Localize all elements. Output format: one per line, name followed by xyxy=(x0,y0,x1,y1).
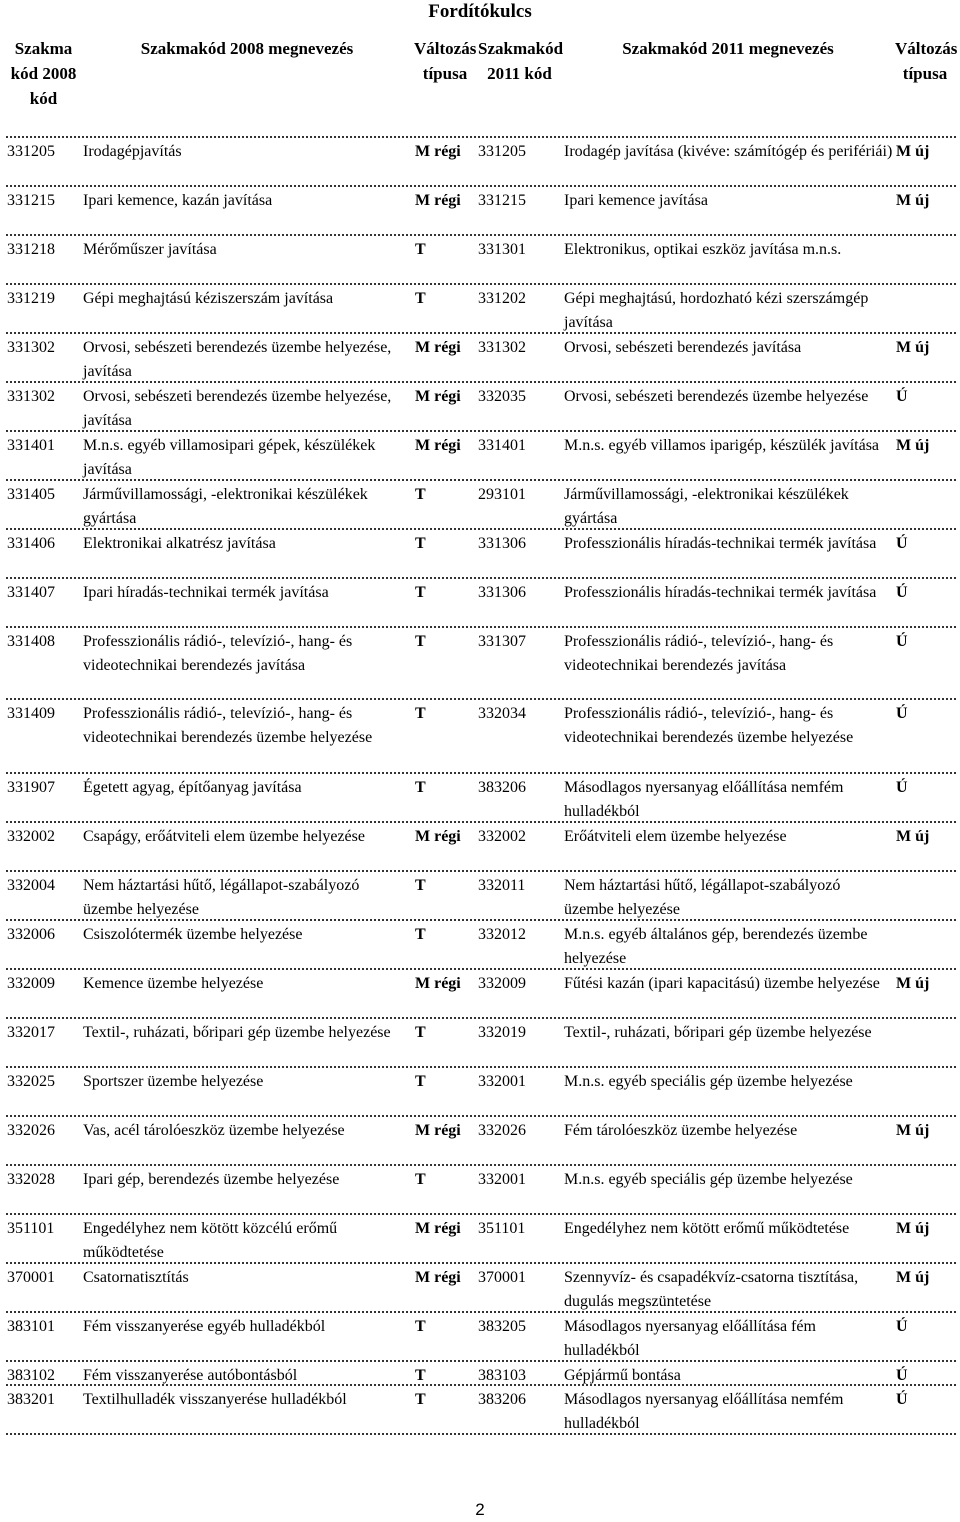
row-code-2011: 383103 xyxy=(478,1367,526,1384)
row-change-2011: Ú xyxy=(896,388,908,405)
row-name-2011: Járművillamossági, -elektronikai készülékek gyártása xyxy=(564,486,849,527)
row-name-2008: Fém visszanyerése egyéb hulladékból xyxy=(83,1318,326,1335)
row-name-2008: M.n.s. egyéb villamosipari gépek, készülékek javítása xyxy=(83,437,376,478)
row-code-2011: 370001 xyxy=(478,1269,526,1286)
row-code-2011: 332002 xyxy=(478,828,526,845)
row-name-2011: Erőátviteli elem üzembe helyezése xyxy=(564,828,787,845)
row-code-2011: 332026 xyxy=(478,1122,526,1139)
col-header-name-2008: Szakmakód 2008 megnevezés xyxy=(140,39,354,58)
row-name-2008: Vas, acél tárolóeszköz üzembe helyezése xyxy=(83,1122,345,1139)
row-code-2008: 331205 xyxy=(7,143,55,160)
row-change-2011: Ú xyxy=(896,535,908,552)
row-name-2008: Textil-, ruházati, bőripari gép üzembe helyezése xyxy=(83,1024,391,1041)
row-name-2011: Másodlagos nyersanyag előállítása nemfém hulladékból xyxy=(564,779,844,820)
row-code-2008: 331218 xyxy=(7,241,55,258)
table-row xyxy=(6,823,956,872)
row-name-2008: Fém visszanyerése autóbontásból xyxy=(83,1367,298,1384)
col-header-name-2011: Szakmakód 2011 megnevezés xyxy=(622,39,834,58)
row-code-2008: 383101 xyxy=(7,1318,55,1335)
table-row xyxy=(6,1068,956,1117)
row-change-2011: M új xyxy=(896,1122,930,1139)
row-name-2011: Másodlagos nyersanyag előállítása fém hulladékból xyxy=(564,1318,816,1359)
row-change-2008: T xyxy=(415,1171,426,1188)
row-code-2011: 383206 xyxy=(478,1391,526,1408)
row-change-2008: T xyxy=(415,1391,426,1408)
row-change-2011 xyxy=(894,236,956,283)
row-name-2008: Elektronikai alkatrész javítása xyxy=(83,535,276,552)
row-name-2008: Csatornatisztítás xyxy=(83,1269,189,1286)
row-name-2011: Irodagép javítása (kivéve: számítógép és perifériái) xyxy=(564,143,893,160)
row-name-2008: Ipari kemence, kazán javítása xyxy=(83,192,273,209)
table-row xyxy=(6,700,956,774)
row-change-2011 xyxy=(894,921,956,971)
row-code-2008: 332028 xyxy=(7,1171,55,1188)
row-change-2011: M új xyxy=(896,339,930,356)
row-name-2011: Engedélyhez nem kötött erőmű működtetése xyxy=(564,1220,850,1237)
row-change-2008: T xyxy=(415,633,426,650)
row-code-2008: 332004 xyxy=(7,877,55,894)
row-name-2008: Járművillamossági, -elektronikai készülékek gyártása xyxy=(83,486,368,527)
row-change-2008: T xyxy=(415,486,426,503)
row-change-2011 xyxy=(894,1068,956,1115)
table-row xyxy=(6,1019,956,1068)
row-code-2011: 332034 xyxy=(478,705,526,722)
row-change-2008: T xyxy=(415,584,426,601)
page-number: 2 xyxy=(475,1500,485,1519)
row-change-2011: M új xyxy=(896,1269,930,1286)
row-name-2008: Orvosi, sebészeti berendezés üzembe helyezése, javítása xyxy=(83,339,392,380)
row-change-2008: M régi xyxy=(415,975,461,992)
table-row xyxy=(6,432,956,481)
row-change-2008: T xyxy=(415,290,426,307)
table-row xyxy=(6,628,956,700)
row-change-2011: Ú xyxy=(896,1367,908,1384)
row-name-2008: Textilhulladék visszanyerése hulladékból xyxy=(83,1391,347,1408)
row-name-2011: M.n.s. egyéb villamos iparigép, készülék javítása xyxy=(564,437,880,454)
row-code-2011: 383206 xyxy=(478,779,526,796)
row-change-2011: Ú xyxy=(896,779,908,796)
table-row xyxy=(6,1313,956,1362)
row-name-2011: M.n.s. egyéb speciális gép üzembe helyezése xyxy=(564,1073,853,1090)
row-change-2008: T xyxy=(415,877,426,894)
row-name-2008: Csapágy, erőátviteli elem üzembe helyezése xyxy=(83,828,365,845)
row-change-2011 xyxy=(894,872,956,922)
row-code-2008: 332017 xyxy=(7,1024,55,1041)
row-code-2008: 332006 xyxy=(7,926,55,943)
col-header-code-2008: Szakma kód 2008 kód xyxy=(10,39,77,108)
row-code-2008: 351101 xyxy=(7,1220,55,1237)
row-code-2011: 332035 xyxy=(478,388,526,405)
row-name-2008: Engedélyhez nem kötött közcélú erőmű működtetése xyxy=(83,1220,338,1261)
row-code-2011: 332001 xyxy=(478,1171,526,1188)
row-code-2008: 331302 xyxy=(7,339,55,356)
row-change-2008: M régi xyxy=(415,143,461,160)
row-change-2011: M új xyxy=(896,143,930,160)
table-row xyxy=(6,334,956,383)
row-change-2011: M új xyxy=(896,975,930,992)
row-code-2008: 331407 xyxy=(7,584,55,601)
row-name-2008: Sportszer üzembe helyezése xyxy=(83,1073,264,1090)
row-code-2011: 293101 xyxy=(478,486,526,503)
row-change-2008: M régi xyxy=(415,1269,461,1286)
table-row xyxy=(6,1117,956,1166)
row-name-2008: Gépi meghajtású kéziszerszám javítása xyxy=(83,290,334,307)
row-code-2011: 331215 xyxy=(478,192,526,209)
row-code-2011: 331302 xyxy=(478,339,526,356)
row-change-2008: T xyxy=(415,1073,426,1090)
row-name-2011: Orvosi, sebészeti berendezés javítása xyxy=(564,339,802,356)
table-row xyxy=(6,1215,956,1264)
row-name-2008: Égetett agyag, építőanyag javítása xyxy=(83,779,302,796)
row-code-2011: 332009 xyxy=(478,975,526,992)
row-change-2008: T xyxy=(415,926,426,943)
col-header-change-2008: Változás típusa xyxy=(414,39,477,83)
col-header-code-2011: Szakmakód 2011 kód xyxy=(478,39,564,83)
row-code-2011: 351101 xyxy=(478,1220,526,1237)
row-name-2011: Gépi meghajtású, hordozható kézi szerszámgép javítása xyxy=(564,290,869,331)
row-code-2008: 332002 xyxy=(7,828,55,845)
row-code-2008: 332025 xyxy=(7,1073,55,1090)
row-code-2011: 331401 xyxy=(478,437,526,454)
row-code-2011: 332001 xyxy=(478,1073,526,1090)
row-code-2008: 370001 xyxy=(7,1269,55,1286)
row-code-2011: 332012 xyxy=(478,926,526,943)
page-title: Fordítókulcs xyxy=(428,1,532,22)
table-row xyxy=(6,481,956,530)
row-change-2008: M régi xyxy=(415,388,461,405)
row-change-2011 xyxy=(894,285,956,335)
table-row xyxy=(6,285,956,334)
row-change-2011: Ú xyxy=(896,705,908,722)
row-code-2008: 331907 xyxy=(7,779,55,796)
table-row xyxy=(6,872,956,921)
row-name-2008: Professzionális rádió-, televízió-, hang- és videotechnikai berendezés javítása xyxy=(83,633,353,674)
table-row xyxy=(6,970,956,1019)
row-name-2008: Mérőműszer javítása xyxy=(83,241,217,258)
row-name-2011: Professzionális rádió-, televízió-, hang- és videotechnikai berendezés üzembe helyezése xyxy=(564,705,854,746)
row-name-2011: Gépjármű bontása xyxy=(564,1367,681,1384)
row-name-2011: Elektronikus, optikai eszköz javítása m.n.s. xyxy=(564,241,842,258)
row-code-2008: 383201 xyxy=(7,1391,55,1408)
row-name-2011: M.n.s. egyéb speciális gép üzembe helyezése xyxy=(564,1171,853,1188)
row-change-2011: M új xyxy=(896,192,930,209)
row-change-2011: Ú xyxy=(896,1318,908,1335)
row-name-2008: Ipari gép, berendezés üzembe helyezése xyxy=(83,1171,340,1188)
row-change-2011: Ú xyxy=(896,633,908,650)
row-change-2008: T xyxy=(415,1367,426,1384)
row-change-2008: M régi xyxy=(415,339,461,356)
col-header-change-2011: Változás típusa xyxy=(895,39,958,83)
row-change-2008: T xyxy=(415,779,426,796)
table-body xyxy=(6,138,956,1435)
table-row xyxy=(6,1264,956,1313)
row-code-2011: 331205 xyxy=(478,143,526,160)
row-name-2008: Ipari híradás-technikai termék javítása xyxy=(83,584,329,601)
row-change-2011: Ú xyxy=(896,1391,908,1408)
table-row xyxy=(6,383,956,432)
row-name-2008: Kemence üzembe helyezése xyxy=(83,975,264,992)
row-name-2008: Nem háztartási hűtő, légállapot-szabályozó üzembe helyezése xyxy=(83,877,360,918)
row-change-2011: M új xyxy=(896,828,930,845)
row-code-2008: 331409 xyxy=(7,705,55,722)
row-name-2008: Orvosi, sebészeti berendezés üzembe helyezése, javítása xyxy=(83,388,392,429)
row-name-2011: Orvosi, sebészeti berendezés üzembe helyezése xyxy=(564,388,869,405)
table-row xyxy=(6,187,956,236)
table-row xyxy=(6,921,956,970)
row-change-2008: T xyxy=(415,705,426,722)
row-code-2008: 331406 xyxy=(7,535,55,552)
conversion-table xyxy=(6,36,956,1435)
row-name-2011: Másodlagos nyersanyag előállítása nemfém hulladékból xyxy=(564,1391,844,1432)
row-change-2011 xyxy=(894,1019,956,1066)
row-name-2011: Professzionális rádió-, televízió-, hang- és videotechnikai berendezés javítása xyxy=(564,633,834,674)
table-row xyxy=(6,1386,956,1435)
row-code-2011: 331307 xyxy=(478,633,526,650)
row-code-2008: 331401 xyxy=(7,437,55,454)
row-name-2011: Nem háztartási hűtő, légállapot-szabályozó üzembe helyezése xyxy=(564,877,841,918)
row-code-2008: 383102 xyxy=(7,1367,55,1384)
row-name-2008: Professzionális rádió-, televízió-, hang- és videotechnikai berendezés üzembe helyezése xyxy=(83,705,373,746)
row-change-2011: M új xyxy=(896,437,930,454)
table-row xyxy=(6,236,956,285)
row-code-2008: 331215 xyxy=(7,192,55,209)
row-name-2011: Szennyvíz- és csapadékvíz-csatorna tisztítása, dugulás megszüntetése xyxy=(564,1269,859,1310)
row-code-2011: 332019 xyxy=(478,1024,526,1041)
row-code-2008: 332009 xyxy=(7,975,55,992)
row-name-2008: Irodagépjavítás xyxy=(83,143,182,160)
row-code-2008: 331405 xyxy=(7,486,55,503)
row-name-2011: Fűtési kazán (ipari kapacitású) üzembe helyezése xyxy=(564,975,880,992)
row-name-2011: Ipari kemence javítása xyxy=(564,192,708,209)
table-row xyxy=(6,774,956,823)
row-change-2011: M új xyxy=(896,1220,930,1237)
row-code-2008: 332026 xyxy=(7,1122,55,1139)
row-code-2011: 332011 xyxy=(478,877,526,894)
row-change-2008: M régi xyxy=(415,1220,461,1237)
row-code-2011: 331301 xyxy=(478,241,526,258)
row-change-2008: M régi xyxy=(415,1122,461,1139)
row-code-2008: 331219 xyxy=(7,290,55,307)
row-change-2008: M régi xyxy=(415,828,461,845)
table-row xyxy=(6,1166,956,1215)
row-code-2008: 331408 xyxy=(7,633,55,650)
row-change-2011: Ú xyxy=(896,584,908,601)
table-row xyxy=(6,579,956,628)
row-change-2011 xyxy=(894,481,956,531)
table-row xyxy=(6,530,956,579)
row-change-2008: T xyxy=(415,1024,426,1041)
row-name-2011: Textil-, ruházati, bőripari gép üzembe helyezése xyxy=(564,1024,872,1041)
row-name-2011: Professzionális híradás-technikai termék javítása xyxy=(564,535,877,552)
table-header xyxy=(6,36,956,138)
row-name-2011: Professzionális híradás-technikai termék javítása xyxy=(564,584,877,601)
row-change-2008: M régi xyxy=(415,437,461,454)
row-code-2011: 331202 xyxy=(478,290,526,307)
row-change-2008: T xyxy=(415,535,426,552)
row-name-2011: Fém tárolóeszköz üzembe helyezése xyxy=(564,1122,798,1139)
row-code-2011: 331306 xyxy=(478,584,526,601)
table-row xyxy=(6,138,956,187)
row-name-2011: M.n.s. egyéb általános gép, berendezés üzembe helyezése xyxy=(564,926,868,967)
row-change-2008: T xyxy=(415,241,426,258)
row-change-2008: T xyxy=(415,1318,426,1335)
row-code-2011: 383205 xyxy=(478,1318,526,1335)
row-code-2011: 331306 xyxy=(478,535,526,552)
row-code-2008: 331302 xyxy=(7,388,55,405)
row-name-2008: Csiszolótermék üzembe helyezése xyxy=(83,926,303,943)
row-change-2008: M régi xyxy=(415,192,461,209)
row-change-2011 xyxy=(894,1166,956,1213)
table-row xyxy=(6,1362,956,1386)
